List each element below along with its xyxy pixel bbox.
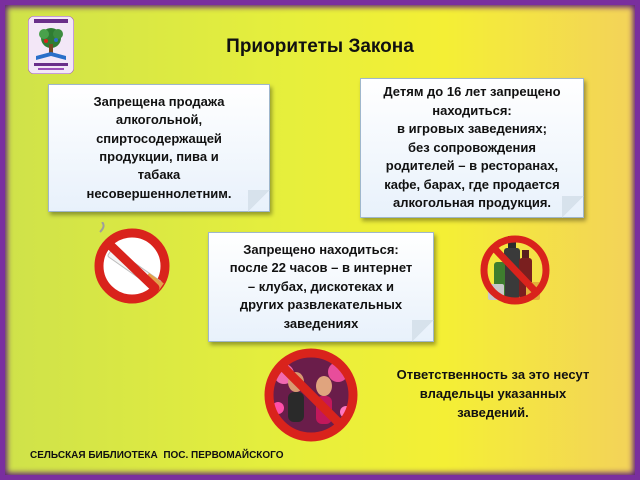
note-line: других развлекательных xyxy=(239,297,403,313)
note-line: спиртосодержащей xyxy=(96,130,222,146)
note-line: Детям до 16 лет запрещено xyxy=(383,84,561,100)
note-text xyxy=(86,93,231,204)
note-sales-ban xyxy=(48,84,270,212)
note-line: Запрещено находиться: xyxy=(243,241,399,257)
note-line: после 22 часов – в интернет xyxy=(229,260,413,276)
note-line: несовершеннолетним. xyxy=(86,185,232,201)
page-curl xyxy=(248,190,270,212)
note-children-under-16 xyxy=(360,78,584,218)
note-line: – клубах, дискотеках и xyxy=(247,278,395,294)
note-line: алкогольная продукция. xyxy=(392,195,552,211)
note-night-curfew xyxy=(208,232,434,342)
note-line: Запрещена продажа xyxy=(93,93,225,109)
note-line: алкогольной, xyxy=(115,112,203,128)
note-line: в игровых заведениях; xyxy=(397,121,547,137)
note-line: продукции, пива и xyxy=(99,149,219,164)
note-line: без сопровождения xyxy=(408,139,536,155)
responsibility-line: заведений. xyxy=(457,404,529,420)
page-curl xyxy=(562,196,584,218)
responsibility-line: Ответственность за это несут xyxy=(396,367,590,382)
note-line: табака xyxy=(137,167,181,183)
responsibility-line: владельцы указанных xyxy=(419,385,567,401)
no-nightclub-icon xyxy=(262,346,360,444)
note-line: находиться: xyxy=(432,102,512,118)
page-title: Приоритеты Закона xyxy=(226,36,414,57)
responsibility-text xyxy=(388,366,598,423)
footer-library-name: СЕЛЬСКАЯ БИБЛИОТЕКА ПОС. ПЕРВОМАЙСКОГО xyxy=(30,450,284,461)
note-text xyxy=(230,241,413,333)
note-line: родителей – в ресторанах, xyxy=(385,158,559,174)
page-curl xyxy=(412,320,434,342)
no-alcohol-icon xyxy=(478,232,552,308)
no-smoking-icon xyxy=(92,222,176,306)
note-line: заведениях xyxy=(283,315,359,331)
note-text xyxy=(383,83,560,212)
note-line: кафе, барах, где продается xyxy=(384,176,560,192)
